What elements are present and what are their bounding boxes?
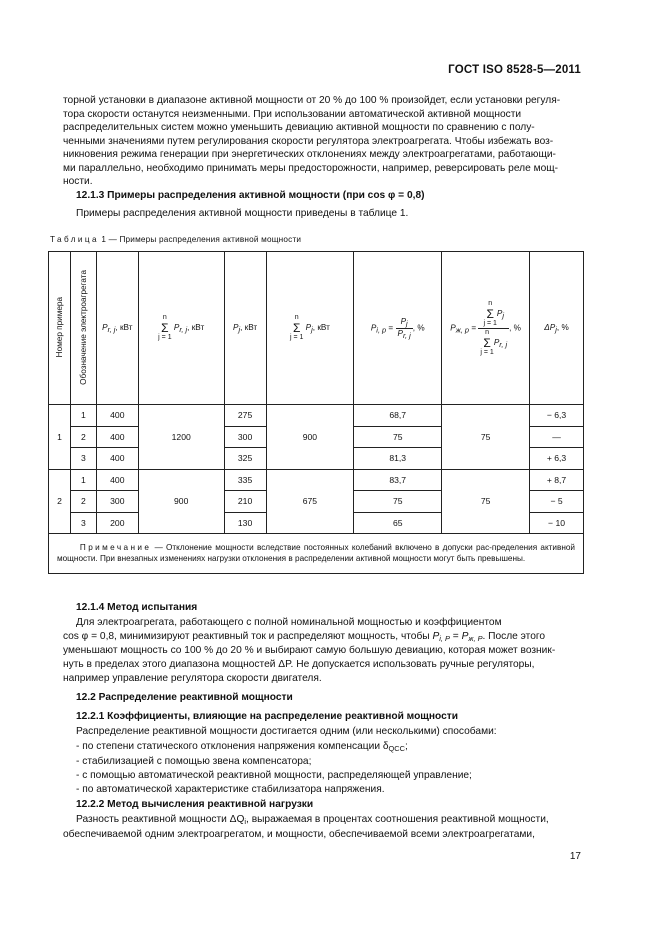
header-deviation: ΔPj, %: [530, 252, 584, 405]
cell-power-ratio: 65: [354, 512, 442, 534]
cell-actual-power: 275: [224, 405, 266, 427]
cell-sum-actual-power: 675: [266, 469, 354, 534]
section-12-2-heading: 12.2 Распределение реактивной мощности: [76, 692, 293, 703]
cell-actual-power: 130: [224, 512, 266, 534]
header-unit-designation: Обозначение электроагрегата: [70, 252, 96, 405]
standard-header: ГОСТ ISO 8528-5—2011: [448, 64, 581, 76]
intro-line: торной установки в диапазоне активной мощности от 20 % до 100 % произойдет, если установки регуля-: [63, 95, 561, 106]
cell-power-ratio: 75: [354, 426, 442, 448]
cell-deviation: − 5: [530, 491, 584, 513]
intro-line: распределительных систем можно уменьшить девиацию активной мощности по сравнению с полу-: [63, 122, 535, 133]
cell-rated-power: 400: [96, 469, 138, 491]
table-caption-word: Таблица: [50, 235, 99, 244]
section-12-1-4-line: уменьшают мощность со 100 % до 20 % и выбирают самую большую девиацию, которая может возник-: [63, 645, 556, 656]
fraction: n Σ j = 1Pj n Σ j = 1Pr, j: [480, 299, 508, 356]
intro-line: ми параллельно, необходимо принимать меры предосторожности, например, реверсировать реле мощ-: [63, 162, 559, 174]
cell-example: 1: [49, 405, 71, 470]
cell-example: 2: [49, 469, 71, 534]
list-item: - стабилизацией с помощью звена компенсатора;: [76, 756, 312, 767]
table-note-row: [49, 534, 584, 574]
header-actual-power: Pj, кВт: [224, 252, 266, 405]
table-caption-rest: 1 — Примеры распределения активной мощности: [98, 235, 302, 244]
section-12-1-4-heading: 12.1.4 Метод испытания: [76, 602, 198, 613]
section-12-1-4-line: например управление регулятора скорости двигателя.: [63, 673, 322, 684]
cell-actual-power: 325: [224, 448, 266, 470]
cell-unit: 1: [70, 405, 96, 427]
note-text: — Отклонение мощности вследствие постоянных колебаний включено в допуски рас-пределения активной мощности. При внезапных изменениях нагрузки отклонения в распределении активной мощности могут быть превышены.: [57, 543, 575, 564]
cell-total-ratio: 75: [442, 469, 530, 534]
cell-sum-rated-power: 1200: [138, 405, 224, 470]
cell-deviation: − 10: [530, 512, 584, 534]
cell-actual-power: 300: [224, 426, 266, 448]
note-word: Примечание: [79, 543, 152, 552]
header-power-ratio: Pi, p = $\frac{Pj}{Pr, j}$ , %: [354, 252, 442, 405]
section-12-1-3-heading: 12.1.3 Примеры распределения активной мощности (при cos φ = 0,8): [76, 190, 425, 201]
table-row: [49, 469, 584, 491]
sum-symbol: n Σ j = 1: [158, 314, 172, 341]
section-12-2-2-heading: 12.2.2 Метод вычисления реактивной нагрузки: [76, 799, 314, 810]
fraction: $\frac{Pj}{Pr, j}$: [397, 316, 411, 340]
header-total-ratio: Pж, p = n Σ j = 1Pj n Σ j = 1Pr, j , %: [442, 252, 530, 405]
header-example-number: Номер примера: [49, 252, 71, 405]
table-note: [49, 534, 584, 574]
header-sum-rated-power: n Σ j = 1 Pr, j, кВт: [138, 252, 224, 405]
cell-power-ratio: 81,3: [354, 448, 442, 470]
list-item: - по степени статического отклонения напряжения компенсации $\delta_{QCC}$;: [76, 741, 408, 753]
sum-symbol: n Σ j = 1: [289, 314, 304, 341]
cell-unit: 2: [70, 491, 96, 513]
cell-rated-power: 200: [96, 512, 138, 534]
cell-total-ratio: 75: [442, 405, 530, 470]
cell-deviation: − 6,3: [530, 405, 584, 427]
section-12-2-1-lead: Распределение реактивной мощности достигается одним (или несколькими) способами:: [76, 726, 497, 737]
cell-unit: 3: [70, 512, 96, 534]
cell-deviation: —: [530, 426, 584, 448]
cell-rated-power: 400: [96, 426, 138, 448]
intro-line: никновения режима генерации при энергетических отклонениях между электроагрегатами, работающи-: [63, 149, 556, 160]
section-12-1-3-text: Примеры распределения активной мощности приведены в таблице 1.: [76, 208, 409, 219]
section-12-1-4-line: cos φ = 0,8, минимизируют реактивный ток и распределяют мощность, чтобы $P_{i, P} = P_{ж, P}$. После этого: [63, 631, 546, 643]
cell-deviation: + 8,7: [530, 469, 584, 491]
table-header-row: [49, 252, 584, 405]
cell-sum-rated-power: 900: [138, 469, 224, 534]
cell-unit: 3: [70, 448, 96, 470]
cell-power-ratio: 75: [354, 491, 442, 513]
table-caption: [50, 235, 301, 244]
section-12-2-2-line: Разность реактивной мощности $\Delta Q_i$, выражаемая в процентах соотношения реактивной мощности,: [76, 814, 549, 826]
list-item: - с помощью автоматической реактивной мощности, распределяющей управление;: [76, 770, 472, 781]
cell-unit: 1: [70, 469, 96, 491]
cell-power-ratio: 68,7: [354, 405, 442, 427]
cell-rated-power: 300: [96, 491, 138, 513]
table-row: [49, 405, 584, 427]
cell-rated-power: 400: [96, 405, 138, 427]
section-12-2-2-line: обеспечиваемой одним электроагрегатом, и мощности, обеспечиваемой всеми электроагрегатами,: [63, 829, 535, 840]
cell-actual-power: 335: [224, 469, 266, 491]
section-12-1-4-line: Для электроагрегата, работающего с полной номинальной мощностью и коэффициентом: [76, 617, 502, 628]
section-12-1-4-line: нуть в пределах этого диапазона мощностей ΔP. Не допускается использовать ручные регуляторы,: [63, 659, 535, 670]
intro-line: ности.: [63, 176, 93, 187]
cell-unit: 2: [70, 426, 96, 448]
intro-line: ченными значениями путем регулирования скорости регулятора электроагрегата. Чтобы избежать воз-: [63, 135, 554, 147]
cell-deviation: + 6,3: [530, 448, 584, 470]
cell-power-ratio: 83,7: [354, 469, 442, 491]
cell-rated-power: 400: [96, 448, 138, 470]
header-sum-actual-power: n Σ j = 1 Pj, кВт: [266, 252, 354, 405]
header-rated-power: Pr, j, кВт: [96, 252, 138, 405]
cell-actual-power: 210: [224, 491, 266, 513]
page-number: 17: [569, 851, 581, 862]
cell-sum-actual-power: 900: [266, 405, 354, 470]
section-12-2-1-heading: 12.2.1 Коэффициенты, влияющие на распределение реактивной мощности: [76, 711, 459, 722]
list-item: - по автоматической характеристике стабилизатора напряжения.: [76, 784, 385, 795]
power-distribution-table: [48, 251, 584, 574]
intro-line: тора скорости останутся неизменными. При использовании автоматической активной мощности: [63, 108, 522, 120]
